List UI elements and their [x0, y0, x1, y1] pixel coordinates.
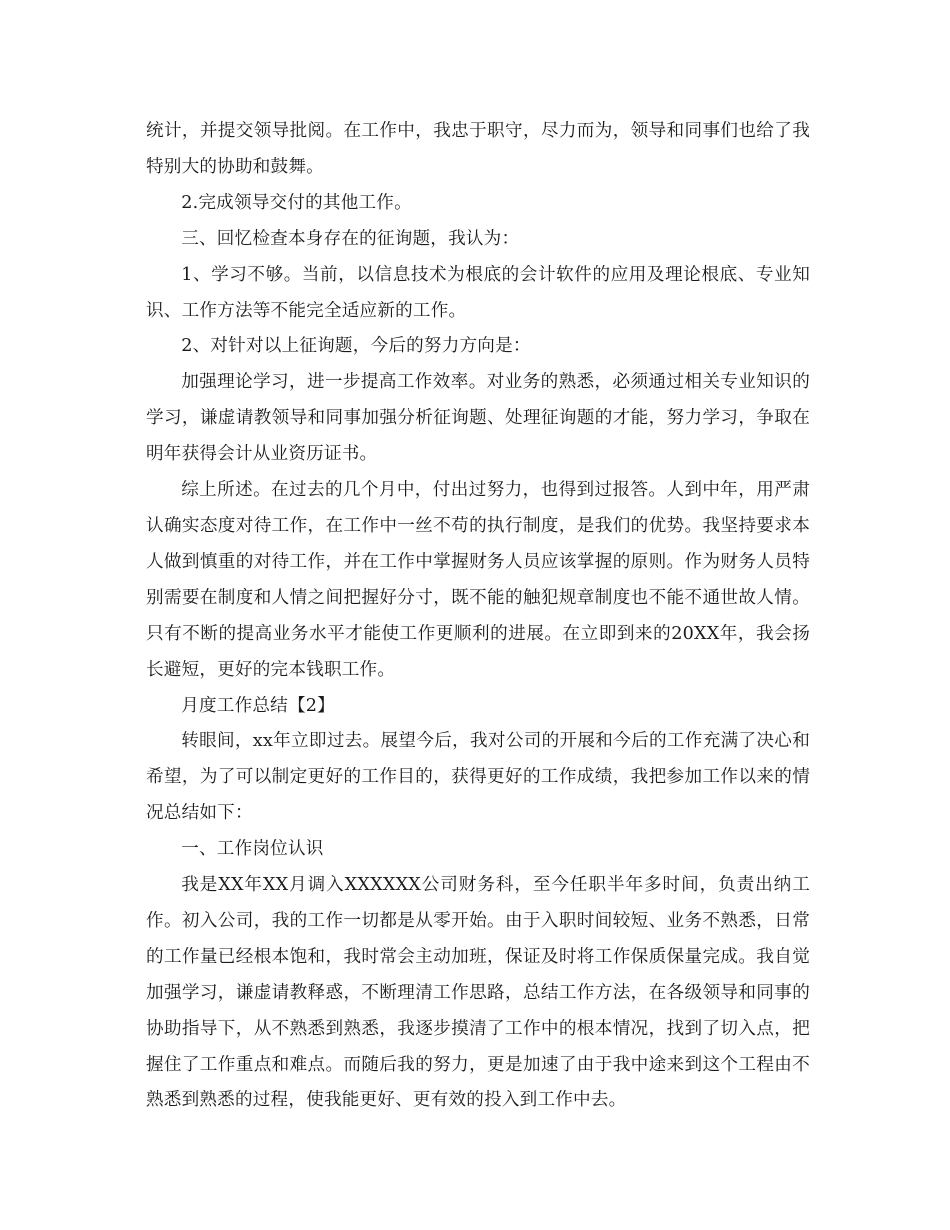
paragraph: 转眼间，xx年立即过去。展望今后，我对公司的开展和今后的工作充满了决心和希望，为了可以制定更好的工作目的，获得更好的工作成绩，我把参加工作以来的情况总结如下：	[146, 731, 810, 824]
paragraph: 我是XX年XX月调入XXXXXX公司财务科，至今任职半年多时间，负责出纳工作。初入公司，我的工作一切都是从零开始。由于入职时间较短、业务不熟悉，日常的工作量已经根本饱和，我时常会主动加班，保证及时将工作保质保量完成。我自觉加强学习，谦虚请教释惑，不断理清工作思路，总结工作方法，在各级领导和同事的协助指导下，从不熟悉到熟悉，我逐步摸清了工作中的根本情况，找到了切入点，把握住了工作重点和难点。而随后我的努力，更是加速了由于我中途来到这个工程由不熟悉到熟悉的过程，使我能更好、更有效的投入到工作中去。	[146, 875, 810, 1111]
document-body	[146, 114, 810, 1119]
section-heading: 一、工作岗位认识	[181, 839, 324, 860]
paragraph: 统计，并提交领导批阅。在工作中，我忠于职守，尽力而为，领导和同事们也给了我特别大的协助和鼓舞。	[146, 121, 810, 177]
paragraph: 2.完成领导交付的其他工作。	[181, 192, 412, 213]
section-title: 月度工作总结【2】	[181, 695, 335, 716]
paragraph: 1、学习不够。当前，以信息技术为根底的会计软件的应用及理论根底、专业知识、工作方法等不能完全适应新的工作。	[146, 264, 810, 321]
section-heading: 三、回忆检查本身存在的征询题，我认为：	[181, 228, 520, 249]
paragraph: 加强理论学习，进一步提高工作效率。对业务的熟悉，必须通过相关专业知识的学习，谦虚请教领导和同事加强分析征询题、处理征询题的才能，努力学习，争取在明年获得会计从业资历证书。	[146, 372, 810, 465]
paragraph: 综上所述。在过去的几个月中，付出过努力，也得到过报答。人到中年，用严肃认确实态度对待工作，在工作中一丝不苟的执行制度，是我们的优势。我坚持要求本人做到慎重的对待工作，并在工作中掌握财务人员应该掌握的原则。作为财务人员特别需要在制度和人情之间把握好分寸，既不能的触犯规章制度也不能不通世故人情。只有不断的提高业务水平才能使工作更顺利的进展。在立即到来的20XX年，我会扬长避短，更好的完本钱职工作。	[146, 480, 810, 680]
paragraph: 2、对针对以上征询题，今后的努力方向是：	[181, 336, 531, 357]
